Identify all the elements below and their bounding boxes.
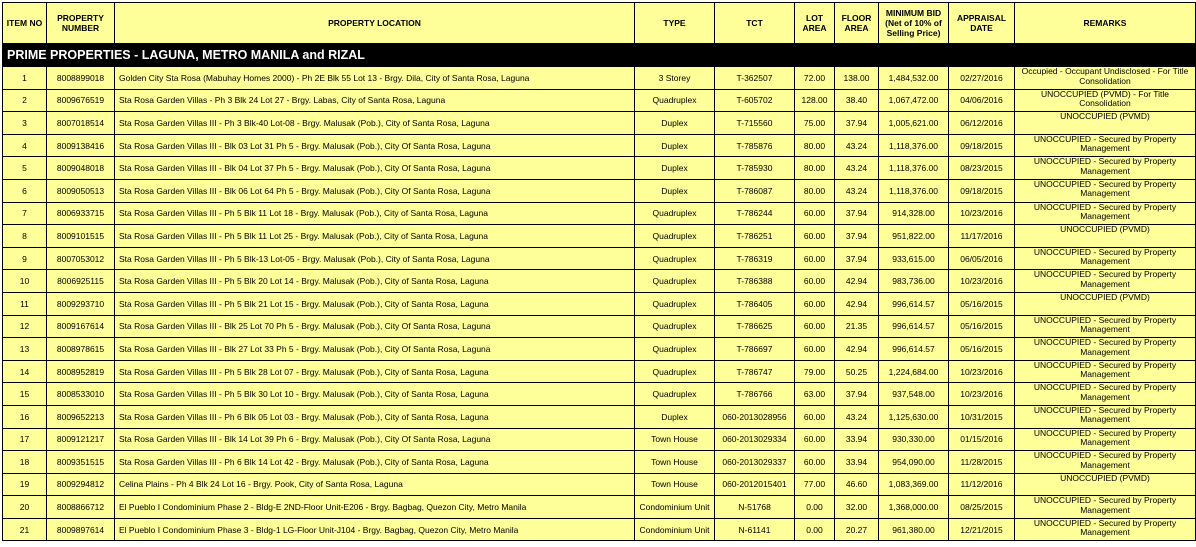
lot-area-cell: 63.00: [795, 383, 835, 406]
table-row: [3, 67, 1196, 90]
remarks-cell: UNOCCUPIED - Secured by Property Management: [1015, 134, 1196, 157]
lot-area-cell: 60.00: [795, 202, 835, 225]
appraisal-date-cell: 11/17/2016: [949, 225, 1015, 248]
appraisal-date-cell: 02/27/2016: [949, 67, 1015, 90]
min-bid-cell: 930,330.00: [879, 428, 949, 451]
tct-cell: T-786697: [715, 338, 795, 361]
appraisal-date-cell: 05/16/2015: [949, 292, 1015, 315]
lot-area-cell: 0.00: [795, 496, 835, 519]
appraisal-date-cell: 05/16/2015: [949, 338, 1015, 361]
min-bid-cell: 1,118,376.00: [879, 157, 949, 180]
min-bid-cell: 954,090.00: [879, 451, 949, 474]
location-cell: Sta Rosa Garden Villas III - Blk 06 Lot 64 Ph 5 - Brgy. Malusak (Pob.), City Of Santa Rosa, Laguna: [115, 179, 635, 202]
header-appraisal-date: APPRAISAL DATE: [949, 3, 1015, 44]
location-cell: Golden City Sta Rosa (Mabuhay Homes 2000) - Ph 2E Blk 55 Lot 13 - Brgy. Dila, City of Santa Rosa, Laguna: [115, 67, 635, 90]
location-cell: Sta Rosa Garden Villas III - Ph 5 Blk 11 Lot 25 - Brgy. Malusak (Pob.), City of Santa Rosa, Laguna: [115, 225, 635, 248]
appraisal-date-cell: 06/12/2016: [949, 112, 1015, 135]
type-cell: Duplex: [635, 179, 715, 202]
tct-cell: T-605702: [715, 89, 795, 112]
location-cell: Sta Rosa Garden Villas - Ph 3 Blk 24 Lot 27 - Brgy. Labas, City of Santa Rosa, Laguna: [115, 89, 635, 112]
appraisal-date-cell: 10/23/2016: [949, 202, 1015, 225]
header-type: TYPE: [635, 3, 715, 44]
floor-area-cell: 42.94: [835, 292, 879, 315]
min-bid-cell: 1,125,630.00: [879, 405, 949, 428]
header-floor-area: FLOOR AREA: [835, 3, 879, 44]
property-number-cell: 8009293710: [47, 292, 115, 315]
location-cell: Sta Rosa Garden Villas III - Ph 5 Blk 30 Lot 10 - Brgy. Malusak (Pob.), City of Santa Rosa, Laguna: [115, 383, 635, 406]
lot-area-cell: 75.00: [795, 112, 835, 135]
property-number-cell: 8009897614: [47, 518, 115, 541]
type-cell: Quadruplex: [635, 202, 715, 225]
lot-area-cell: 80.00: [795, 134, 835, 157]
remarks-cell: UNOCCUPIED - Secured by Property Management: [1015, 157, 1196, 180]
min-bid-cell: 996,614.57: [879, 338, 949, 361]
table-row: [3, 134, 1196, 157]
type-cell: Quadruplex: [635, 270, 715, 293]
floor-area-cell: 42.94: [835, 270, 879, 293]
section-title: PRIME PROPERTIES - LAGUNA, METRO MANILA and RIZAL: [3, 44, 1196, 67]
tct-cell: 060-2013029337: [715, 451, 795, 474]
property-table: [2, 2, 1196, 541]
remarks-cell: UNOCCUPIED - Secured by Property Management: [1015, 405, 1196, 428]
min-bid-cell: 1,484,532.00: [879, 67, 949, 90]
min-bid-cell: 1,083,369.00: [879, 473, 949, 496]
table-row: [3, 496, 1196, 519]
appraisal-date-cell: 08/23/2015: [949, 157, 1015, 180]
tct-cell: T-786244: [715, 202, 795, 225]
min-bid-cell: 1,067,472.00: [879, 89, 949, 112]
remarks-cell: UNOCCUPIED (PVMD): [1015, 292, 1196, 315]
lot-area-cell: 77.00: [795, 473, 835, 496]
table-row: [3, 157, 1196, 180]
appraisal-date-cell: 09/18/2015: [949, 179, 1015, 202]
location-cell: Sta Rosa Garden Villas III - Ph 5 Blk 11 Lot 18 - Brgy. Malusak (Pob.), City of Santa Rosa, Laguna: [115, 202, 635, 225]
table-row: [3, 518, 1196, 541]
min-bid-cell: 1,224,684.00: [879, 360, 949, 383]
location-cell: Sta Rosa Garden Villas III - Ph 5 Blk 20 Lot 14 - Brgy. Malusak (Pob.), City of Santa Rosa, Laguna: [115, 270, 635, 293]
property-number-cell: 8006933715: [47, 202, 115, 225]
appraisal-date-cell: 11/12/2016: [949, 473, 1015, 496]
tct-cell: T-786251: [715, 225, 795, 248]
property-number-cell: 8008533010: [47, 383, 115, 406]
remarks-cell: UNOCCUPIED - Secured by Property Management: [1015, 428, 1196, 451]
floor-area-cell: 46.60: [835, 473, 879, 496]
lot-area-cell: 80.00: [795, 157, 835, 180]
remarks-cell: UNOCCUPIED - Secured by Property Management: [1015, 496, 1196, 519]
min-bid-cell: 996,614.57: [879, 292, 949, 315]
appraisal-date-cell: 01/15/2016: [949, 428, 1015, 451]
floor-area-cell: 138.00: [835, 67, 879, 90]
remarks-cell: UNOCCUPIED - Secured by Property Management: [1015, 270, 1196, 293]
remarks-cell: UNOCCUPIED - Secured by Property Management: [1015, 451, 1196, 474]
appraisal-date-cell: 10/23/2016: [949, 383, 1015, 406]
header-item-no: ITEM NO: [3, 3, 47, 44]
item-no-cell: 11: [3, 292, 47, 315]
item-no-cell: 5: [3, 157, 47, 180]
type-cell: Quadruplex: [635, 360, 715, 383]
remarks-cell: Occupied - Occupant Undisclosed - For Title Consolidation: [1015, 67, 1196, 90]
item-no-cell: 3: [3, 112, 47, 135]
property-number-cell: 8009676519: [47, 89, 115, 112]
property-number-cell: 8009050513: [47, 179, 115, 202]
location-cell: Celina Plains - Ph 4 Blk 24 Lot 16 - Brgy. Pook, City of Santa Rosa, Laguna: [115, 473, 635, 496]
floor-area-cell: 50.25: [835, 360, 879, 383]
tct-cell: N-51768: [715, 496, 795, 519]
remarks-cell: UNOCCUPIED - Secured by Property Management: [1015, 518, 1196, 541]
floor-area-cell: 43.24: [835, 157, 879, 180]
item-no-cell: 14: [3, 360, 47, 383]
item-no-cell: 7: [3, 202, 47, 225]
table-row: [3, 270, 1196, 293]
item-no-cell: 20: [3, 496, 47, 519]
type-cell: Condominium Unit: [635, 496, 715, 519]
remarks-cell: UNOCCUPIED - Secured by Property Management: [1015, 247, 1196, 270]
table-row: [3, 315, 1196, 338]
floor-area-cell: 33.94: [835, 451, 879, 474]
item-no-cell: 10: [3, 270, 47, 293]
item-no-cell: 13: [3, 338, 47, 361]
property-number-cell: 8009351515: [47, 451, 115, 474]
lot-area-cell: 60.00: [795, 247, 835, 270]
remarks-cell: UNOCCUPIED - Secured by Property Management: [1015, 383, 1196, 406]
floor-area-cell: 43.24: [835, 179, 879, 202]
floor-area-cell: 37.94: [835, 247, 879, 270]
location-cell: Sta Rosa Garden Villas III - Blk 25 Lot 70 Ph 5 - Brgy. Malusak (Pob.), City Of Santa Rosa, Laguna: [115, 315, 635, 338]
tct-cell: T-786405: [715, 292, 795, 315]
tct-cell: 060-2013028956: [715, 405, 795, 428]
property-number-cell: 8009294812: [47, 473, 115, 496]
property-number-cell: 8007053012: [47, 247, 115, 270]
item-no-cell: 15: [3, 383, 47, 406]
floor-area-cell: 37.94: [835, 383, 879, 406]
property-number-cell: 8009167614: [47, 315, 115, 338]
table-row: [3, 338, 1196, 361]
floor-area-cell: 37.94: [835, 202, 879, 225]
property-number-cell: 8008978615: [47, 338, 115, 361]
item-no-cell: 4: [3, 134, 47, 157]
location-cell: Sta Rosa Garden Villas III - Ph 6 Blk 14 Lot 42 - Brgy. Malusak (Pob.), City of Santa Rosa, Laguna: [115, 451, 635, 474]
property-number-cell: 8009048018: [47, 157, 115, 180]
remarks-cell: UNOCCUPIED - Secured by Property Management: [1015, 179, 1196, 202]
type-cell: Town House: [635, 451, 715, 474]
table-row: [3, 202, 1196, 225]
header-lot-area: LOT AREA: [795, 3, 835, 44]
table-row: [3, 247, 1196, 270]
floor-area-cell: 42.94: [835, 338, 879, 361]
tct-cell: T-786747: [715, 360, 795, 383]
type-cell: Quadruplex: [635, 89, 715, 112]
location-cell: El Pueblo I Condominium Phase 2 - Bldg-E 2ND-Floor Unit-E206 - Brgy. Bagbag, Quezon City, Metro Manila: [115, 496, 635, 519]
remarks-cell: UNOCCUPIED (PVMD): [1015, 112, 1196, 135]
appraisal-date-cell: 10/23/2016: [949, 270, 1015, 293]
min-bid-cell: 937,548.00: [879, 383, 949, 406]
appraisal-date-cell: 04/06/2016: [949, 89, 1015, 112]
item-no-cell: 12: [3, 315, 47, 338]
table-row: [3, 292, 1196, 315]
remarks-cell: UNOCCUPIED (PVMD) - For Title Consolidation: [1015, 89, 1196, 112]
item-no-cell: 6: [3, 179, 47, 202]
table-row: [3, 179, 1196, 202]
floor-area-cell: 20.27: [835, 518, 879, 541]
type-cell: Condominium Unit: [635, 518, 715, 541]
lot-area-cell: 60.00: [795, 315, 835, 338]
lot-area-cell: 60.00: [795, 270, 835, 293]
item-no-cell: 2: [3, 89, 47, 112]
min-bid-cell: 933,615.00: [879, 247, 949, 270]
tct-cell: N-61141: [715, 518, 795, 541]
property-number-cell: 8006925115: [47, 270, 115, 293]
lot-area-cell: 72.00: [795, 67, 835, 90]
table-row: [3, 473, 1196, 496]
type-cell: Town House: [635, 428, 715, 451]
location-cell: El Pueblo I Condominium Phase 3 - Bldg-1 LG-Floor Unit-J104 - Brgy. Bagbag, Quezon City, Metro Manila: [115, 518, 635, 541]
table-row: [3, 360, 1196, 383]
remarks-cell: UNOCCUPIED - Secured by Property Management: [1015, 360, 1196, 383]
type-cell: Duplex: [635, 157, 715, 180]
floor-area-cell: 21.35: [835, 315, 879, 338]
header-location: PROPERTY LOCATION: [115, 3, 635, 44]
min-bid-cell: 1,005,621.00: [879, 112, 949, 135]
property-number-cell: 8008899018: [47, 67, 115, 90]
table-row: [3, 428, 1196, 451]
section-row: [3, 44, 1196, 67]
tct-cell: 060-2013029334: [715, 428, 795, 451]
location-cell: Sta Rosa Garden Villas III - Blk 27 Lot 33 Ph 5 - Brgy. Malusak (Pob.), City Of Santa Rosa, Laguna: [115, 338, 635, 361]
item-no-cell: 17: [3, 428, 47, 451]
item-no-cell: 21: [3, 518, 47, 541]
lot-area-cell: 0.00: [795, 518, 835, 541]
appraisal-date-cell: 05/16/2015: [949, 315, 1015, 338]
header-remarks: REMARKS: [1015, 3, 1196, 44]
table-row: [3, 112, 1196, 135]
type-cell: Quadruplex: [635, 225, 715, 248]
floor-area-cell: 37.94: [835, 225, 879, 248]
type-cell: 3 Storey: [635, 67, 715, 90]
remarks-cell: UNOCCUPIED (PVMD): [1015, 225, 1196, 248]
location-cell: Sta Rosa Garden Villas III - Ph 5 Blk 28 Lot 07 - Brgy. Malusak (Pob.), City of Santa Rosa, Laguna: [115, 360, 635, 383]
lot-area-cell: 60.00: [795, 292, 835, 315]
min-bid-cell: 914,328.00: [879, 202, 949, 225]
location-cell: Sta Rosa Garden Villas III - Ph 6 Blk 05 Lot 03 - Brgy. Malusak (Pob.), City of Santa Rosa, Laguna: [115, 405, 635, 428]
appraisal-date-cell: 06/05/2016: [949, 247, 1015, 270]
appraisal-date-cell: 10/31/2015: [949, 405, 1015, 428]
tct-cell: T-786625: [715, 315, 795, 338]
location-cell: Sta Rosa Garden Villas III - Blk 14 Lot 39 Ph 6 - Brgy. Malusak (Pob.), City Of Santa Rosa, Laguna: [115, 428, 635, 451]
min-bid-cell: 951,822.00: [879, 225, 949, 248]
item-no-cell: 1: [3, 67, 47, 90]
header-min-bid: MINIMUM BID (Net of 10% of Selling Price): [879, 3, 949, 44]
item-no-cell: 16: [3, 405, 47, 428]
table-row: [3, 89, 1196, 112]
min-bid-cell: 1,368,000.00: [879, 496, 949, 519]
property-number-cell: 8007018514: [47, 112, 115, 135]
lot-area-cell: 79.00: [795, 360, 835, 383]
tct-cell: T-785930: [715, 157, 795, 180]
lot-area-cell: 128.00: [795, 89, 835, 112]
item-no-cell: 19: [3, 473, 47, 496]
appraisal-date-cell: 09/18/2015: [949, 134, 1015, 157]
lot-area-cell: 80.00: [795, 179, 835, 202]
floor-area-cell: 32.00: [835, 496, 879, 519]
floor-area-cell: 33.94: [835, 428, 879, 451]
floor-area-cell: 43.24: [835, 405, 879, 428]
table-row: [3, 225, 1196, 248]
lot-area-cell: 60.00: [795, 428, 835, 451]
header-property-number: PROPERTY NUMBER: [47, 3, 115, 44]
tct-cell: T-786766: [715, 383, 795, 406]
property-number-cell: 8009101515: [47, 225, 115, 248]
type-cell: Quadruplex: [635, 383, 715, 406]
tct-cell: T-786087: [715, 179, 795, 202]
min-bid-cell: 996,614.57: [879, 315, 949, 338]
table-row: [3, 451, 1196, 474]
tct-cell: T-786319: [715, 247, 795, 270]
remarks-cell: UNOCCUPIED - Secured by Property Management: [1015, 315, 1196, 338]
min-bid-cell: 983,736.00: [879, 270, 949, 293]
type-cell: Quadruplex: [635, 247, 715, 270]
appraisal-date-cell: 12/21/2015: [949, 518, 1015, 541]
lot-area-cell: 60.00: [795, 451, 835, 474]
property-number-cell: 8009652213: [47, 405, 115, 428]
tct-cell: T-785876: [715, 134, 795, 157]
type-cell: Quadruplex: [635, 338, 715, 361]
remarks-cell: UNOCCUPIED - Secured by Property Management: [1015, 202, 1196, 225]
location-cell: Sta Rosa Garden Villas III - Ph 5 Blk 21 Lot 15 - Brgy. Malusak (Pob.), City of Santa Rosa, Laguna: [115, 292, 635, 315]
appraisal-date-cell: 11/28/2015: [949, 451, 1015, 474]
type-cell: Town House: [635, 473, 715, 496]
property-number-cell: 8009121217: [47, 428, 115, 451]
min-bid-cell: 961,380.00: [879, 518, 949, 541]
type-cell: Duplex: [635, 134, 715, 157]
min-bid-cell: 1,118,376.00: [879, 179, 949, 202]
item-no-cell: 18: [3, 451, 47, 474]
property-number-cell: 8009138416: [47, 134, 115, 157]
type-cell: Quadruplex: [635, 292, 715, 315]
appraisal-date-cell: 10/23/2016: [949, 360, 1015, 383]
lot-area-cell: 60.00: [795, 338, 835, 361]
location-cell: Sta Rosa Garden Villas III - Blk 04 Lot 37 Ph 5 - Brgy. Malusak (Pob.), City Of Santa Rosa, Laguna: [115, 157, 635, 180]
location-cell: Sta Rosa Garden Villas III - Ph 5 Blk-13 Lot-05 - Brgy. Malusak (Pob.), City of Santa Rosa, Laguna: [115, 247, 635, 270]
remarks-cell: UNOCCUPIED (PVMD): [1015, 473, 1196, 496]
property-number-cell: 8008952819: [47, 360, 115, 383]
floor-area-cell: 43.24: [835, 134, 879, 157]
floor-area-cell: 38.40: [835, 89, 879, 112]
floor-area-cell: 37.94: [835, 112, 879, 135]
table-row: [3, 405, 1196, 428]
item-no-cell: 9: [3, 247, 47, 270]
property-number-cell: 8008866712: [47, 496, 115, 519]
table-row: [3, 383, 1196, 406]
tct-cell: 060-2012015401: [715, 473, 795, 496]
appraisal-date-cell: 08/25/2015: [949, 496, 1015, 519]
remarks-cell: UNOCCUPIED - Secured by Property Management: [1015, 338, 1196, 361]
item-no-cell: 8: [3, 225, 47, 248]
lot-area-cell: 60.00: [795, 225, 835, 248]
type-cell: Duplex: [635, 405, 715, 428]
header-tct: TCT: [715, 3, 795, 44]
location-cell: Sta Rosa Garden Villas III - Ph 3 Blk-40 Lot-08 - Brgy. Malusak (Pob.), City of Santa Rosa, Laguna: [115, 112, 635, 135]
type-cell: Duplex: [635, 112, 715, 135]
lot-area-cell: 60.00: [795, 405, 835, 428]
tct-cell: T-715560: [715, 112, 795, 135]
header-row: [3, 3, 1196, 44]
location-cell: Sta Rosa Garden Villas III - Blk 03 Lot 31 Ph 5 - Brgy. Malusak (Pob.), City Of Santa Rosa, Laguna: [115, 134, 635, 157]
tct-cell: T-786388: [715, 270, 795, 293]
min-bid-cell: 1,118,376.00: [879, 134, 949, 157]
tct-cell: T-362507: [715, 67, 795, 90]
type-cell: Quadruplex: [635, 315, 715, 338]
